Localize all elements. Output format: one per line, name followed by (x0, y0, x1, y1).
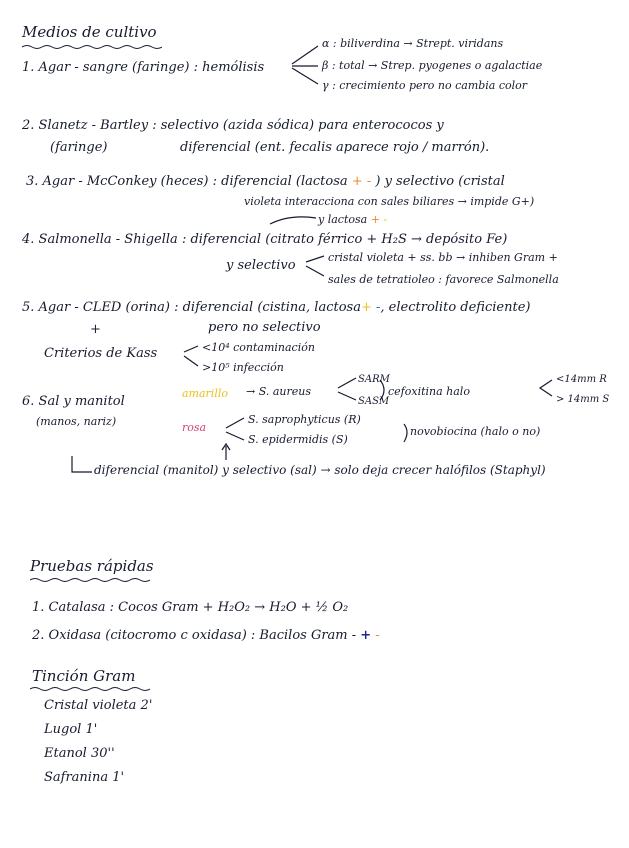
salmonella-lactosa-plus: + (370, 213, 380, 226)
cefoxitina-label: cefoxitina halo (388, 385, 470, 398)
sasm-label: SASM (358, 396, 390, 407)
sal-manitol-footer: diferencial (manitol) y selectivo (sal) → solo deja crecer halófilos (Staphyl) (94, 463, 546, 477)
section-title-tincion: Tinción Gram (32, 667, 136, 685)
sal-manitol-sub: (manos, nariz) (36, 415, 117, 428)
sarm-label: SARM (358, 374, 390, 385)
mcconkey-text-a: 3. Agar - McConkey (heces) : diferencial (lactosa (26, 174, 348, 189)
hemolisis-beta: β : total → Strep. pyogenes o agalactiae (322, 59, 543, 72)
catalasa-line: 1. Catalasa : Cocos Gram + H₂O₂ → H₂O + ½ O₂ (32, 600, 349, 615)
tincion-step-etanol: Etanol 30'' (44, 746, 115, 761)
cled-minus: - (376, 300, 381, 315)
oxidasa-plus: + (360, 628, 372, 643)
section-title-medios: Medios de cultivo (22, 23, 157, 41)
resistente-threshold: <14mm R (556, 374, 607, 385)
title-underline (22, 44, 162, 50)
cled-plus-sign: + (90, 322, 101, 337)
kass-label: Criterios de Kass (44, 346, 158, 361)
salmonella-line1: 4. Salmonella - Shigella : diferencial (citrato férrico + H₂S → depósito Fe) (22, 232, 508, 247)
tincion-step-lugol: Lugol 1' (44, 722, 98, 737)
salmonella-lactosa (318, 212, 387, 228)
mcconkey-text-b: ) y selectivo (cristal (375, 174, 505, 189)
oxidasa-text: 2. Oxidasa (citocromo c oxidasa) : Bacilos Gram - (32, 628, 357, 643)
hemolisis-gamma: γ : crecimiento pero no cambia color (322, 79, 528, 92)
oxidasa-line (32, 628, 380, 644)
mcconkey-dash: - (366, 174, 372, 189)
kass-contaminacion: <10⁴ contaminación (202, 341, 315, 354)
pruebas-underline (30, 577, 150, 583)
oxidasa-minus: - (375, 628, 380, 643)
tincion-step-cristal-violeta: Cristal violeta 2' (44, 698, 153, 713)
salmonella-selectivo: y selectivo (226, 258, 296, 273)
tincion-step-safranina: Safranina 1' (44, 770, 125, 785)
mcconkey-plus: + (351, 174, 363, 189)
aureus-label: → S. aureus (246, 385, 311, 398)
section-title-pruebas: Pruebas rápidas (30, 557, 154, 575)
sal-manitol-label: 6. Sal y manitol (22, 394, 125, 409)
sensible-threshold: > 14mm S (556, 394, 610, 405)
kass-infeccion: >10⁵ infección (202, 361, 284, 374)
rosa-label: rosa (182, 421, 207, 434)
slanetz-faringe: (faringe) (50, 140, 108, 155)
slanetz-line1: 2. Slanetz - Bartley : selectivo (azida sódica) para enterococos y (22, 118, 444, 133)
novobiocina-label: novobiocina (halo o no) (410, 425, 541, 438)
cled-text-a: 5. Agar - CLED (orina) : diferencial (cistina, lactosa (22, 300, 361, 315)
hemolisis-alpha: α : biliverdina → Strept. viridans (322, 37, 504, 50)
cled-plus: + (360, 300, 372, 315)
epidermidis-label: S. epidermidis (S) (248, 433, 348, 446)
mcconkey-line1 (26, 174, 505, 190)
tincion-underline (30, 686, 150, 692)
cled-line1 (22, 300, 530, 316)
amarillo-label: amarillo (182, 387, 228, 400)
salmonella-branch2: sales de tetratioleo : favorece Salmonella (328, 273, 559, 286)
salmonella-branch1: cristal violeta + ss. bb → inhiben Gram + (328, 251, 558, 264)
agar-sangre-label: 1. Agar - sangre (faringe) : hemólisis (22, 60, 265, 75)
cled-line2: pero no selectivo (208, 320, 321, 335)
salmonella-lactosa-minus: - (383, 213, 388, 226)
mcconkey-line2: violeta interacciona con sales biliares → impide G+) (244, 195, 535, 208)
salmonella-lactosa-text: y lactosa (318, 213, 368, 226)
slanetz-line2: diferencial (ent. fecalis aparece rojo / marrón). (180, 140, 490, 155)
cled-text-b: , electrolito deficiente) (380, 300, 531, 315)
saprophyticus-label: S. saprophyticus (R) (248, 413, 361, 426)
